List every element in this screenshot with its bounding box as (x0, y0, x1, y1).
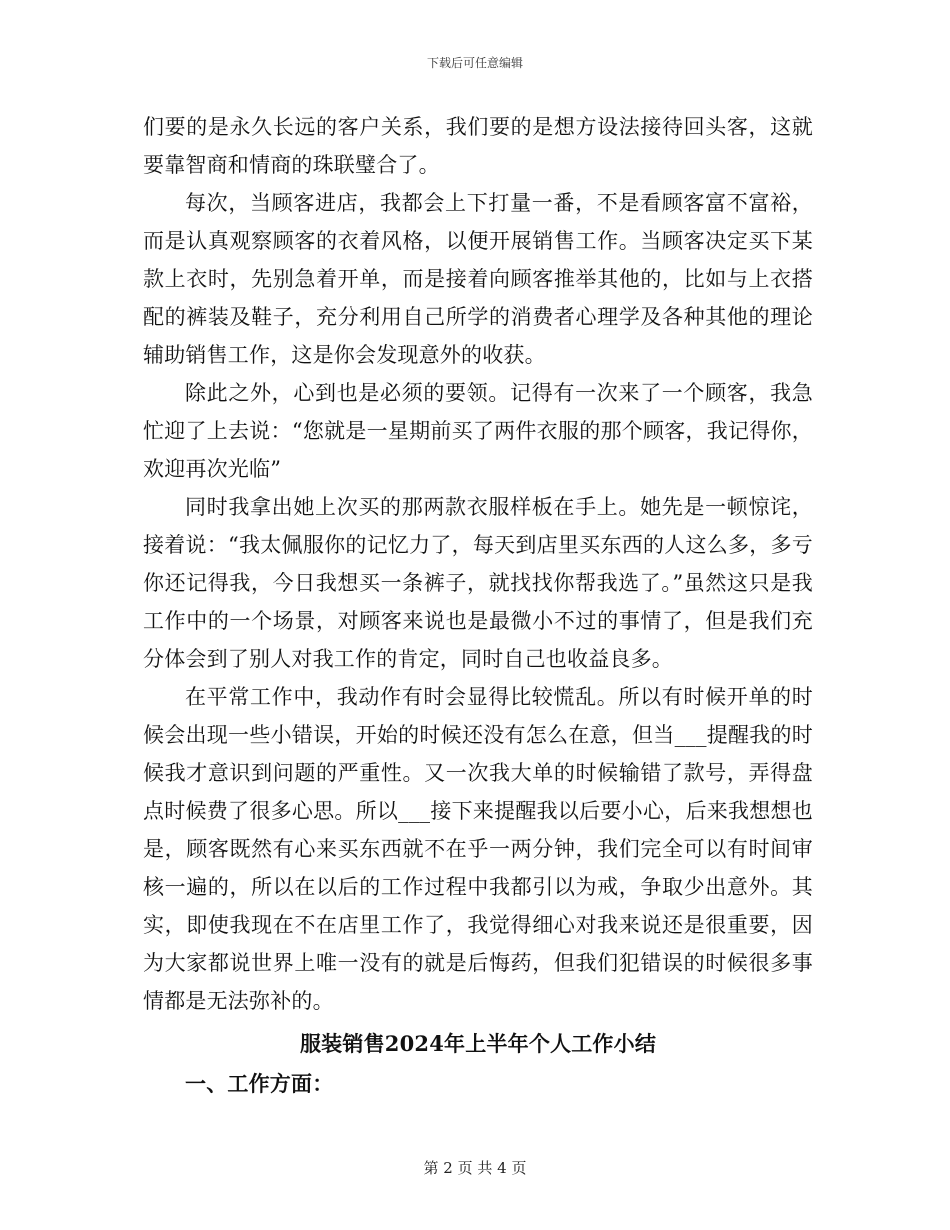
section-title: 服装销售2024年上半年个人工作小结 (299, 1031, 657, 1056)
subsection-title: 一、工作方面： (185, 1071, 334, 1096)
paragraph-continued: 们要的是永久长远的客户关系，我们要的是想方设法接待回头客，这就要靠智商和情商的珠联璧合了。 (143, 115, 813, 177)
page-number: 第 2 页 共 4 页 (423, 1159, 527, 1177)
page-header: 下载后可任意编辑 (426, 56, 523, 70)
paragraph: 每次，当顾客进店，我都会上下打量一番，不是看顾客富不富裕，而是认真观察顾客的衣着风格，以便开展销售工作。当顾客决定买下某款上衣时，先别急着开单，而是接着向顾客推举其他的，比如与上衣搭配的裤装及鞋子，充分利用自己所学的消费者心理学及各种其他的理论辅助销售工作，这是你会发现意外的收获。 (143, 191, 813, 367)
paragraph: 除此之外，心到也是必须的要领。记得有一次来了一个顾客，我急忙迎了上去说：“您就是一星期前买了两件衣服的那个顾客，我记得你，欢迎再次光临” (143, 381, 813, 481)
paragraph: 同时我拿出她上次买的那两款衣服样板在手上。她先是一顿惊诧，接着说：“我太佩服你的记忆力了，每天到店里买东西的人这么多，多亏你还记得我，今日我想买一条裤子，就找找你帮我选了。”虽然这只是我工作中的一个场景，对顾客来说也是最微小不过的事情了，但是我们充分体会到了别人对我工作的肯定，同时自己也收益良多。 (143, 495, 813, 671)
paragraph: 在平常工作中，我动作有时会显得比较慌乱。所以有时候开单的时候会出现一些小错误，开始的时候还没有怎么在意，但当___提醒我的时候我才意识到问题的严重性。又一次我大单的时候输错了款号，弄得盘点时候费了很多心思。所以___接下来提醒我以后要小心，后来我想想也是，顾客既然有心来买东西就不在乎一两分钟，我们完全可以有时间审核一遍的，所以在以后的工作过程中我都引以为戒，争取少出意外。其实，即使我现在不在店里工作了，我觉得细心对我来说还是很重要，因为大家都说世界上唯一没有的就是后悔药，但我们犯错误的时候很多事情都是无法弥补的。 (143, 685, 813, 1013)
document-body (143, 108, 813, 1104)
